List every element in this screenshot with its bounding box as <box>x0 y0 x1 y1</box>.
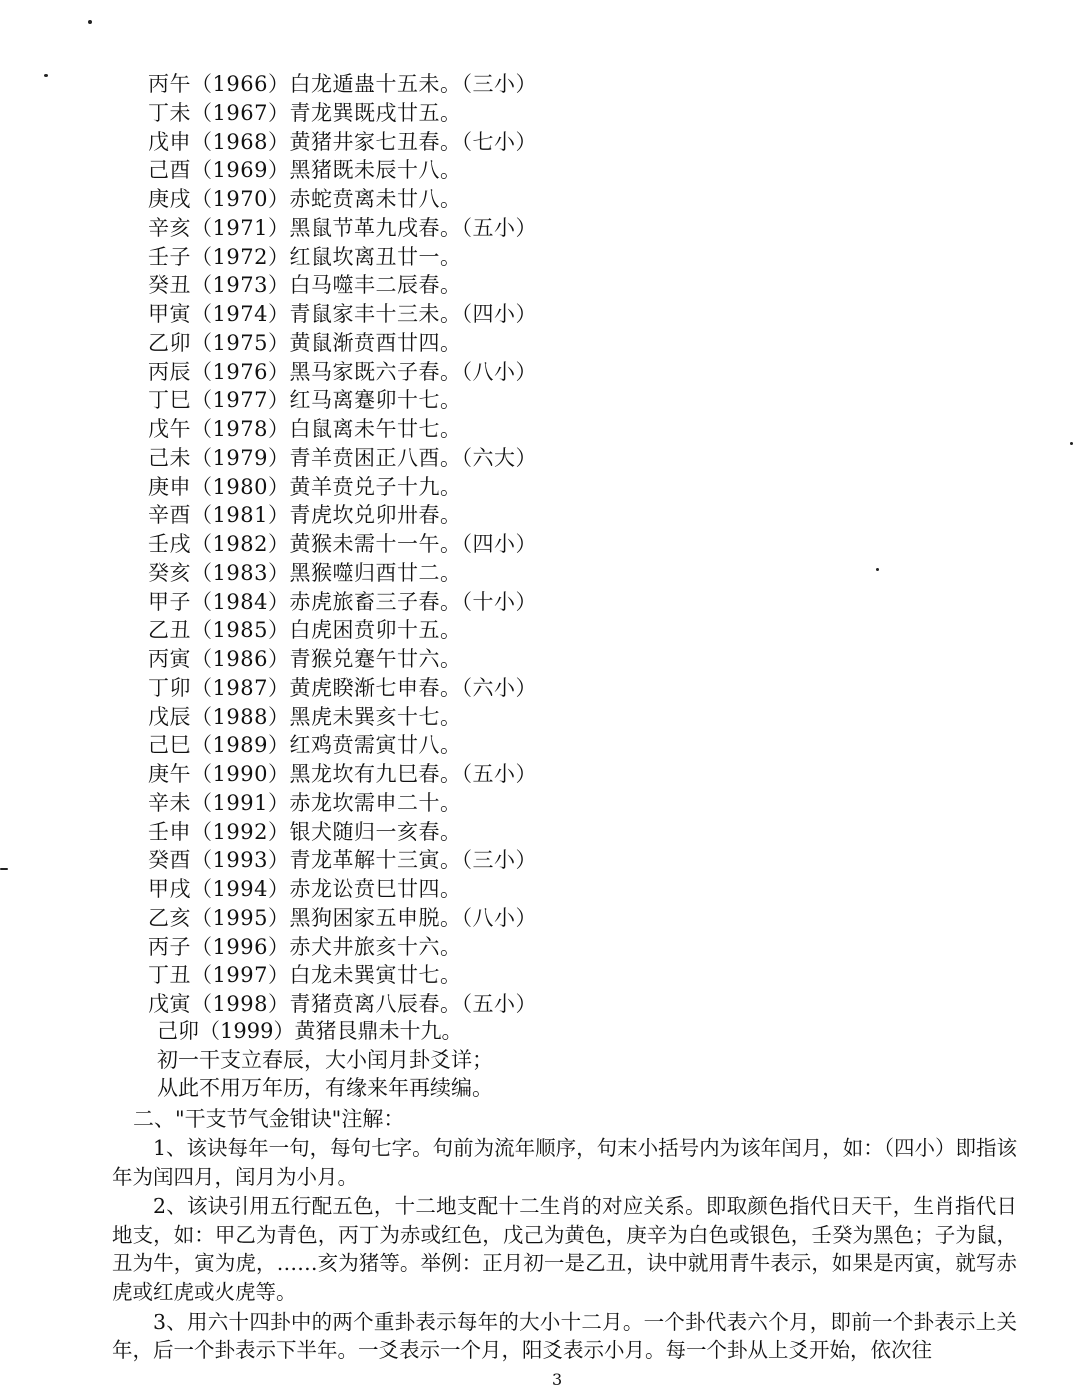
closing-line: 从此不用万年历，有缘来年再续编。 <box>157 1076 493 1101</box>
verse-line: 己酉（1969）黑猪既未辰十八。 <box>148 158 462 183</box>
verse-line: 丁巳（1977）红马离蹇卯十七。 <box>148 388 462 413</box>
scan-speck <box>44 74 48 77</box>
scan-speck <box>0 868 8 870</box>
verse-line: 戊午（1978）白鼠离未午廿七。 <box>148 417 462 441</box>
verse-line: 丙辰（1976）黑马家既六子春。（八小） <box>148 359 537 384</box>
verse-line: 辛未（1991）赤龙坎需申二十。 <box>148 790 462 815</box>
verse-line: 丁未（1967）青龙巽既戌廿五。 <box>148 100 462 125</box>
verse-line: 壬申（1992）银犬随归一亥春。 <box>148 819 462 844</box>
verse-line: 戊寅（1998）青猪贲离八辰春。（五小） <box>148 992 537 1016</box>
closing-verse <box>157 1017 493 1103</box>
verse-line: 甲子（1984）赤虎旅畜三子春。（十小） <box>148 589 537 614</box>
verse-line: 甲寅（1974）青鼠家丰十三未。（四小） <box>148 302 537 326</box>
verse-line: 甲戌（1994）赤龙讼贲巳廿四。 <box>148 877 462 901</box>
verse-line: 丙寅（1986）青猴兑蹇午廿六。 <box>148 647 462 671</box>
verse-line: 辛亥（1971）黑鼠节革九戌春。（五小） <box>148 215 537 240</box>
verse-line: 丙午（1966）白龙遁蛊十五未。（三小） <box>148 72 537 96</box>
verse-line: 己巳（1989）红鸡贲需寅廿八。 <box>148 733 462 758</box>
scan-speck <box>88 20 92 24</box>
verse-line: 乙丑（1985）白虎困贲卯十五。 <box>148 618 462 643</box>
verse-line: 癸亥（1983）黑猴噬归酉廿二。 <box>148 560 462 585</box>
verse-line: 庚午（1990）黑龙坎有九巳春。（五小） <box>148 762 537 786</box>
scan-speck <box>876 568 879 571</box>
verse-line: 癸丑（1973）白马噬丰二辰春。 <box>148 273 462 298</box>
verse-line: 乙卯（1975）黄鼠渐贲酉廿四。 <box>148 330 462 355</box>
verse-line: 辛酉（1981）青虎坎兑卯卅春。 <box>148 503 462 528</box>
verse-line: 丁丑（1997）白龙未巽寅廿七。 <box>148 963 462 988</box>
closing-line: 己卯（1999）黄猪艮鼎未十九。 <box>157 1019 463 1043</box>
note-paragraph: 1、该诀每年一句，每句七字。句前为流年顺序，句末小括号内为该年闰月，如：（四小）即指该年为闰四月，闰月为小月。 <box>112 1136 1017 1189</box>
verse-line: 乙亥（1995）黑狗困家五申脱。（八小） <box>148 905 537 930</box>
closing-line: 初一干支立春辰，大小闰月卦爻详； <box>157 1047 493 1072</box>
note-paragraph: 2、该诀引用五行配五色，十二地支配十二生肖的对应关系。即取颜色指代日天干，生肖指代日地支，如：甲乙为青色，丙丁为赤或红色，戊己为黄色，庚辛为白色或银色，壬癸为黑色；子为鼠，丑为牛，寅为虎，……亥为猪等。举例：正月初一是乙丑，诀中就用青牛表示，如果是丙寅，就写赤虎或红虎或火虎等。 <box>112 1194 1017 1304</box>
verse-line: 丙子（1996）赤犬井旅亥十六。 <box>148 934 462 959</box>
verse-list <box>148 70 537 1019</box>
verse-line: 庚申（1980）黄羊贲兑子十九。 <box>148 474 462 499</box>
notes-section <box>112 1134 1017 1366</box>
verse-line: 丁卯（1987）黄虎睽渐七申春。（六小） <box>148 675 537 700</box>
section-heading: 二、"干支节气金钳诀"注解： <box>133 1107 405 1131</box>
verse-line: 癸酉（1993）青龙革解十三寅。（三小） <box>148 848 537 873</box>
verse-line: 戊辰（1988）黑虎未巽亥十七。 <box>148 704 462 729</box>
scan-speck <box>1070 442 1073 445</box>
verse-line: 壬戌（1982）黄猴未需十一午。（四小） <box>148 532 537 556</box>
verse-line: 戊申（1968）黄猪井家七丑春。（七小） <box>148 129 537 154</box>
verse-line: 壬子（1972）红鼠坎离丑廿一。 <box>148 244 462 269</box>
page-number: 3 <box>552 1370 563 1389</box>
verse-line: 己未（1979）青羊贲困正八酉。（六大） <box>148 445 537 470</box>
note-paragraph: 3、用六十四卦中的两个重卦表示每年的大小十二月。一个卦代表六个月，即前一个卦表示上关年，后一个卦表示下半年。一爻表示一个月，阳爻表示小月。每一个卦从上爻开始，依次往 <box>112 1309 1017 1363</box>
verse-line: 庚戌（1970）赤蛇贲离未廿八。 <box>148 187 462 211</box>
